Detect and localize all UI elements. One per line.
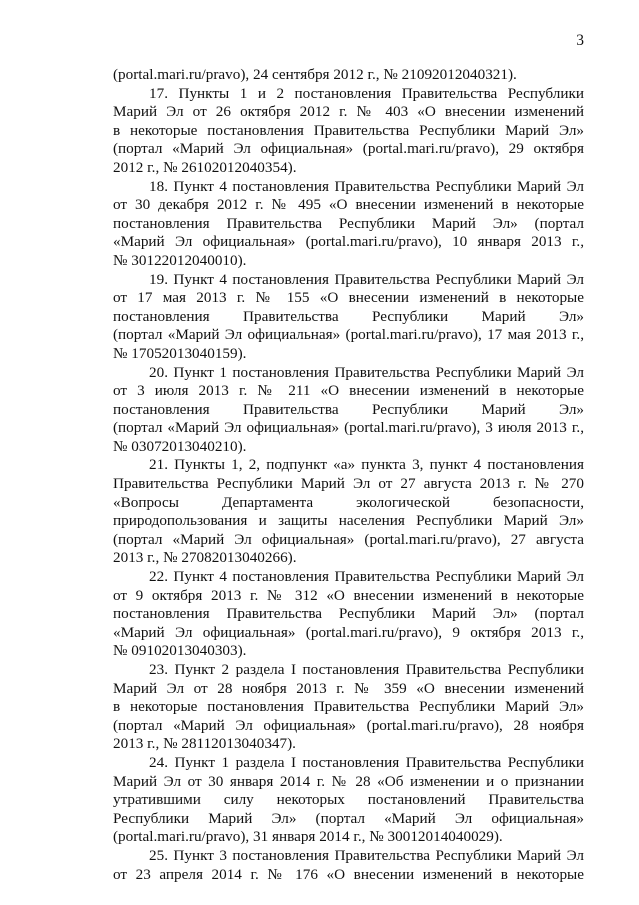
paragraph [113, 754, 584, 847]
text-line: постановления Правительства Республики Марий Эл» (портал [113, 605, 584, 623]
text-line: Марий Эл от 26 октября 2012 г. № 403 «О внесении изменений [113, 103, 584, 121]
text-line: 19. Пункт 4 постановления Правительства Республики Марий Эл [149, 270, 584, 288]
text-line: от 23 апреля 2014 г. № 176 «О внесении изменений в некоторые [113, 865, 584, 883]
text-line: «Марий Эл официальная» (portal.mari.ru/pravo), 9 октября 2013 г., [113, 623, 584, 641]
text-line: от 9 октября 2013 г. № 312 «О внесении изменений в некоторые [113, 586, 584, 604]
paragraph [113, 66, 584, 85]
text-line: № 30122012040010). [113, 251, 247, 269]
paragraph [113, 661, 584, 754]
paragraph [113, 85, 584, 178]
text-line: от 3 июля 2013 г. № 211 «О внесении изменений в некоторые [113, 382, 584, 400]
text-line: постановления Правительства Республики Марий Эл» (портал [113, 214, 584, 232]
text-line: Правительства Республики Марий Эл от 27 августа 2013 г. № 270 [113, 475, 584, 493]
text-line: (портал «Марий Эл официальная» (portal.mari.ru/pravo), 27 августа [113, 530, 584, 548]
text-line: от 30 декабря 2012 г. № 495 «О внесении изменений в некоторые [113, 196, 584, 214]
text-line: в некоторые постановления Правительства Республики Марий Эл» [113, 698, 584, 716]
paragraph [113, 456, 584, 568]
text-line: № 03072013040210). [113, 437, 247, 455]
text-line: (портал «Марий Эл официальная» (portal.mari.ru/pravo), 29 октября [113, 140, 584, 158]
text-line: утратившими силу некоторых постановлений Правительства [113, 791, 584, 809]
paragraph [113, 568, 584, 661]
document-body [113, 66, 584, 884]
text-line: 20. Пункт 1 постановления Правительства Республики Марий Эл [149, 363, 584, 381]
paragraph [113, 178, 584, 271]
text-line: Марий Эл от 30 января 2014 г. № 28 «Об изменении и о признании [113, 772, 584, 790]
text-line: 2012 г., № 26102012040354). [113, 158, 297, 176]
paragraph [113, 847, 584, 884]
page-number: 3 [576, 32, 584, 49]
text-line: 21. Пункты 1, 2, подпункт «а» пункта 3, пункт 4 постановления [149, 456, 584, 474]
text-line: природопользования и защиты населения Республики Марий Эл» [113, 512, 584, 530]
text-line: от 17 мая 2013 г. № 155 «О внесении изменений в некоторые [113, 289, 584, 307]
text-line: Марий Эл от 28 ноября 2013 г. № 359 «О внесении изменений [113, 679, 584, 697]
text-line: «Марий Эл официальная» (portal.mari.ru/pravo), 10 января 2013 г., [113, 233, 584, 251]
text-line: № 17052013040159). [113, 344, 247, 362]
text-line: 2013 г., № 27082013040266). [113, 549, 297, 567]
text-line: (portal.mari.ru/pravo), 31 января 2014 г., № 30012014040029). [113, 828, 503, 846]
text-line: 25. Пункт 3 постановления Правительства Республики Марий Эл [149, 846, 584, 864]
text-line: «Вопросы Департамента экологической безопасности, [113, 493, 584, 511]
text-line: (портал «Марий Эл официальная» (portal.mari.ru/pravo), 28 ноября [113, 716, 584, 734]
text-line: постановления Правительства Республики Марий Эл» [113, 400, 584, 418]
text-line: 23. Пункт 2 раздела I постановления Правительства Республики [149, 661, 584, 678]
text-line: 17. Пункты 1 и 2 постановления Правительства Республики [149, 84, 584, 102]
paragraph [113, 364, 584, 457]
text-line: постановления Правительства Республики Марий Эл» [113, 307, 584, 325]
text-line: (портал «Марий Эл официальная» (portal.mari.ru/pravo), 3 июля 2013 г., [113, 419, 584, 437]
text-line: № 09102013040303). [113, 642, 247, 660]
paragraph [113, 271, 584, 364]
text-line: 24. Пункт 1 раздела I постановления Правительства Республики [149, 753, 584, 771]
text-line: 2013 г., № 28112013040347). [113, 735, 296, 753]
text-line: 18. Пункт 4 постановления Правительства Республики Марий Эл [149, 177, 584, 195]
text-line: (portal.mari.ru/pravo), 24 сентября 2012 г., № 21092012040321). [113, 66, 517, 83]
text-line: в некоторые постановления Правительства Республики Марий Эл» [113, 121, 584, 139]
text-line: 22. Пункт 4 постановления Правительства Республики Марий Эл [149, 568, 584, 586]
text-line: (портал «Марий Эл официальная» (portal.mari.ru/pravo), 17 мая 2013 г., [113, 326, 584, 344]
text-line: Республики Марий Эл» (портал «Марий Эл официальная» [113, 809, 584, 827]
